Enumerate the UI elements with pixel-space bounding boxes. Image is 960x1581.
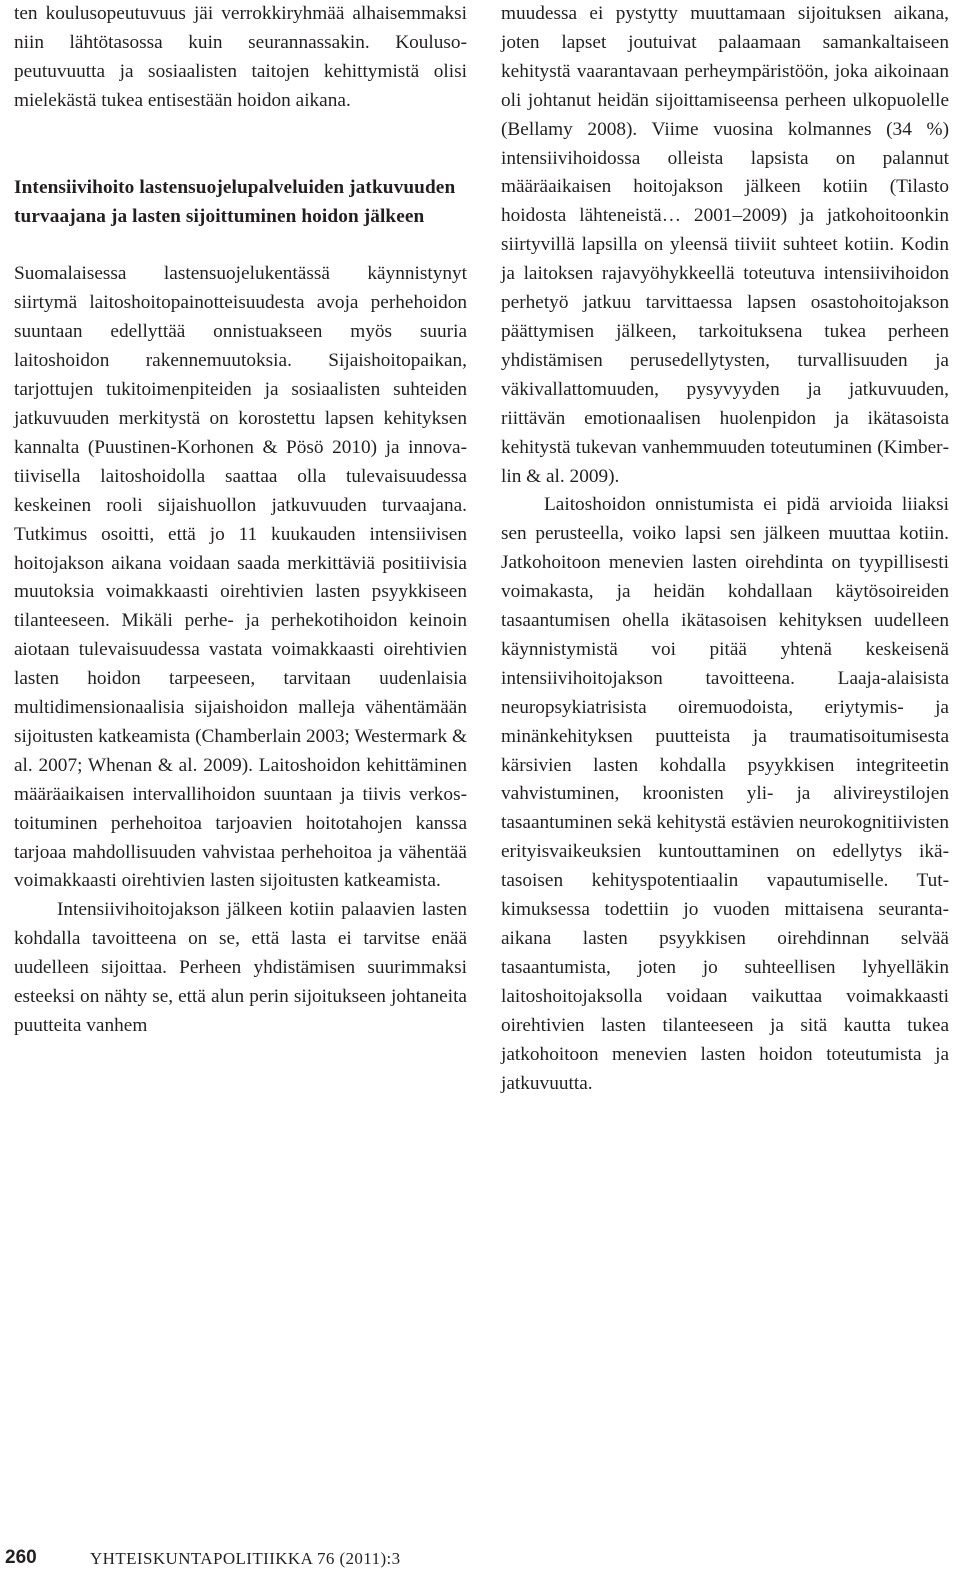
left-column <box>14 0 467 1041</box>
page-footer <box>0 1547 960 1569</box>
section-heading: Intensiivihoito lastensuojelupalveluiden jatkuvuuden turvaajana ja lasten sijoittuminen hoidon jälkeen <box>14 176 456 227</box>
journal-title: YHTEISKUNTAPOLITIIKKA 76 (2011):3 <box>90 1549 401 1568</box>
body-paragraph-3: muudessa ei pystytty muuttamaan sijoituksen aikana, joten lapset joutuivat palaamaan samankaltaiseen kehitystä vaarantavaan perheympäristöön, joka aikoinaan oli johtanut heidän sijoittamiseensa perheen ulkopuolelle (Bellamy 2008). Viime vuosina kolmannes (34 %) intensiivihoidossa olleista lapsista on palannut määräaikaisen hoitojakson jälkeen kotiin (Tilasto hoidosta lähteneistä… 2001–2009) ja jatkohoitoonkin siirtyvillä lapsilla on yleensä tiiviit suhteet kotiin. Kodin ja laitoksen rajavyöhykkeellä toteutuva intensiivihoidon perhetyö jatkuu tarvittaessa lapsen osastohoitojakson päättymisen jälkeen, tarkoituksena tukea perheen yhdistämisen perusedellytysten, turvallisuuden ja väkivallattomuuden, pysyvyyden ja jatkuvuuden, riittävän emotionaalisen huolenpidon ja ikätasoista kehitystä tukevan vanhemmuuden toteutuminen (Kimberlin & al. 2009). <box>501 3 949 487</box>
right-column <box>501 0 949 1098</box>
body-paragraph-2: Intensiivihoitojakson jälkeen kotiin palaavien lasten kohdalla tavoitteena on se, että lasta ei tarvitse enää uudelleen sijoittaa. Perheen yhdistämisen suurimmaksi esteeksi on nähty se, että alun perin sijoitukseen johtaneita puutteita vanhem <box>14 899 467 1036</box>
page-number: 260 <box>5 1547 37 1568</box>
body-paragraph-4: Laitoshoidon onnistumista ei pidä arvioida liiaksi sen perusteella, voiko lapsi sen jälkeen muuttaa kotiin. Jatkohoitoon menevien lasten oirehdinta on tyypillisesti voimakasta, ja heidän kohdallaan käytösoireiden tasaantumisen ohella ikätasoisen kehityksen uudelleen käynnistymistä voi pitää yhtenä keskeisenä intensiivihoitojakson tavoitteena. Laaja-alaisista neuropsykiatrisista oiremuodoista, eriytymis- ja minänkehityksen puutteista ja traumatisoitumisesta kärsivien lasten kohdalla psyykkisen integriteetin vahvistuminen, kroonisten yli- ja alivireystilojen tasaantuminen sekä kehitystä estävien neurokognitiivisten erityisvaikeuksien kuntouttaminen on edellytys ikätasoisen kehityspotentiaalin vapautumiselle. Tutkimuksessa todettiin jo vuoden mittaisena seuranta-aikana lasten psyykkisen oirehdinnan selvää tasaantumista, joten jo suhteellisen lyhyelläkin laitoshoitojaksolla voidaan vaikuttaa voimakkaasti oirehtivien lasten tilanteeseen ja sitä kautta tukea jatkohoitoon menevien lasten hoidon toteutumista ja jatkuvuutta. <box>501 494 949 1094</box>
intro-paragraph: ten koulusopeutuvuus jäi verrokkiryhmää alhaisemmaksi niin lähtötasossa kuin seurannassakin. Koulusopeutuvuutta ja sosiaalisten taitojen kehittymistä olisi mielekästä tukea entisestään hoidon aikana. <box>14 3 467 111</box>
body-paragraph-1: Suomalaisessa lastensuojelukentässä käynnistynyt siirtymä laitoshoitopainotteisuudesta avoja perhehoidon suuntaan edellyttää onnistuakseen myös suuria laitoshoidon rakennemuutoksia. Sijaishoitopaikan, tarjottujen tukitoimenpiteiden ja sosiaalisten suhteiden jatkuvuuden merkitystä on korostettu lapsen kehityksen kannalta (Puustinen-Korhonen & Pösö 2010) ja innovatiivisella laitoshoidolla saattaa olla tulevaisuudessa keskeinen rooli sijaishuollon jatkuvuuden turvaajana. Tutkimus osoitti, että jo 11 kuukauden intensiivisen hoitojakson aikana voidaan saada merkittäviä positiivisia muutoksia voimakkaasti oirehtivien lasten psyykkiseen tilanteeseen. Mikäli perhe- ja perhekotihoidon keinoin aiotaan tulevaisuudessa vastata voimakkaasti oirehtivien lasten hoidon tarpeeseen, tarvitaan uudenlaisia multidimensionaalisia sijaishoidon malleja vähentämään sijoitusten katkeamista (Chamberlain 2003; Westermark & al. 2007; Whenan & al. 2009). Laitoshoidon kehittäminen määräaikaisen intervallihoidon suuntaan ja tiivis verkostoituminen perhehoitoa tarjoavien hoitotahojen kanssa tarjoaa mahdollisuuden vahvistaa perhehoitoa ja vähentää voimakkaasti oirehtivien lasten sijoitusten katkeamista. <box>14 263 467 892</box>
